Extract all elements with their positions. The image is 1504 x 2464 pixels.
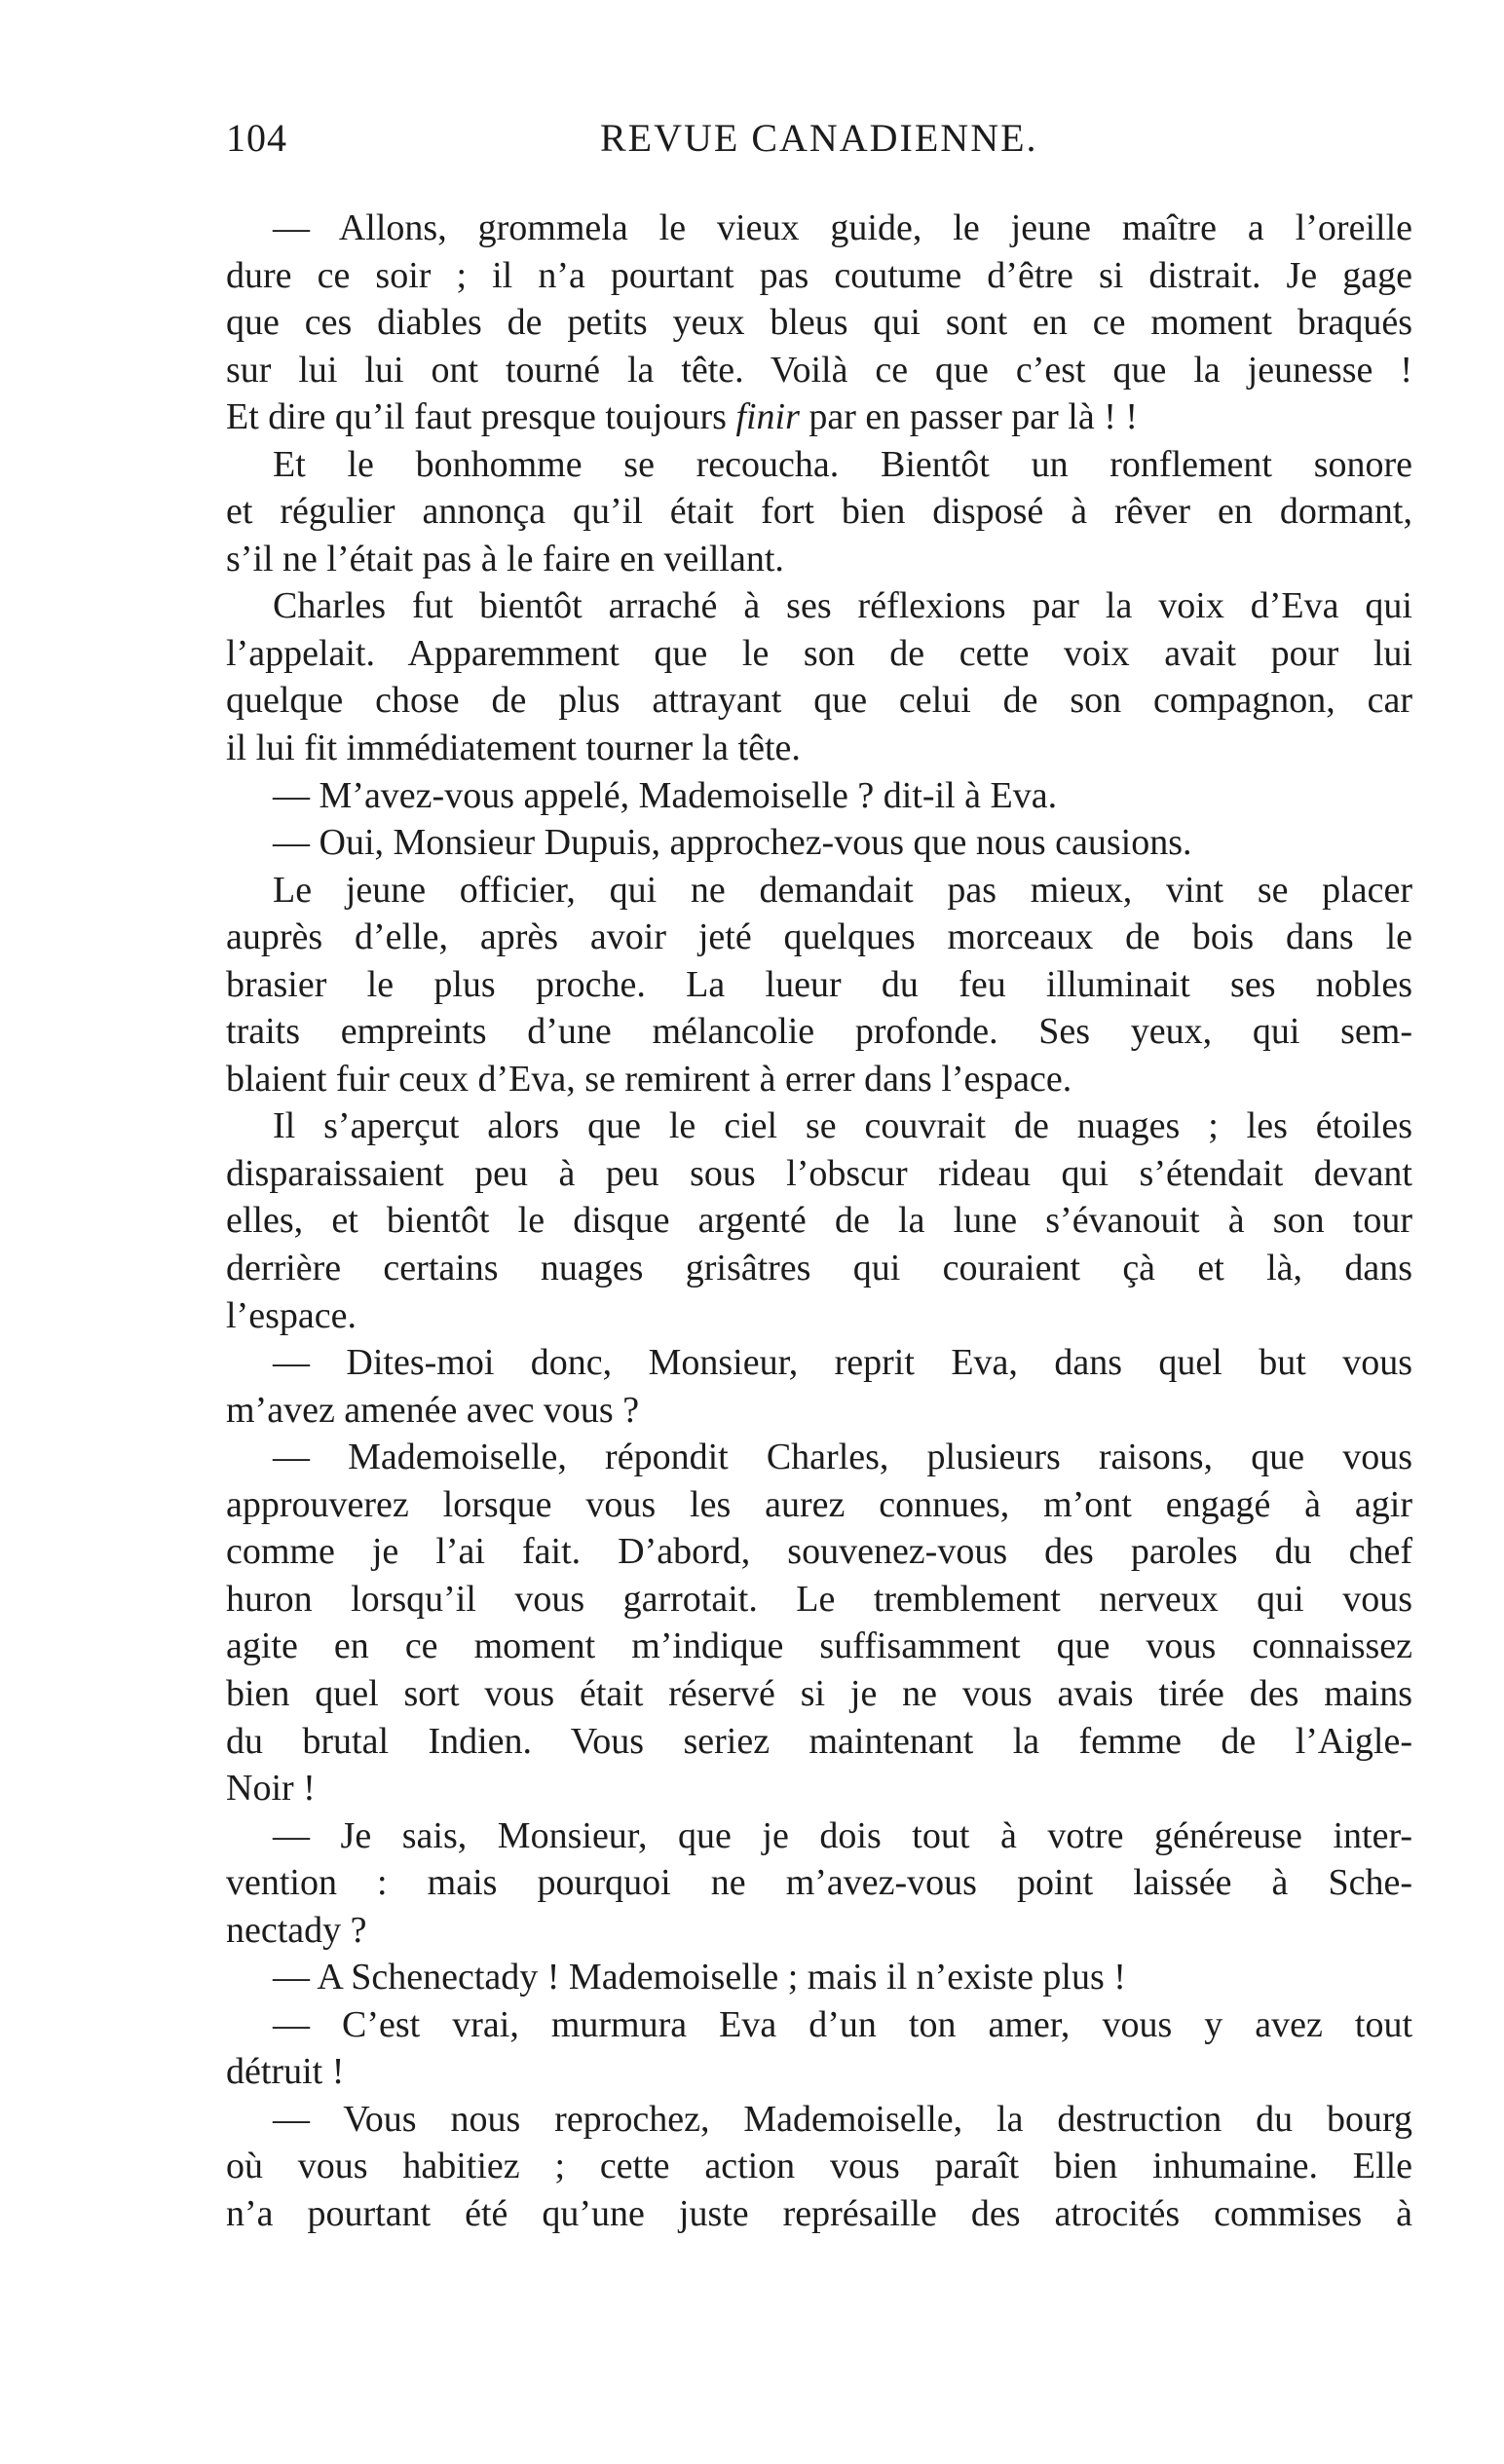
text-line: huron lorsqu’il vous garrotait. Le tremblement nerveux qui vous [226,1578,1412,1620]
text-line: vention : mais pourquoi ne m’avez-vous point laissée à Sche- [226,1862,1412,1904]
text-line: et régulier annonça qu’il était fort bien disposé à rêver en dormant, [226,491,1412,533]
text-line: — A Schenectady ! Mademoiselle ; mais il n’existe plus ! [273,1957,1126,1998]
page-header [226,115,1412,173]
text-line: Il s’aperçut alors que le ciel se couvrait de nuages ; les étoiles [273,1105,1412,1147]
text-line: — Dites-moi donc, Monsieur, reprit Eva, dans quel but vous [273,1342,1412,1384]
text-line: du brutal Indien. Vous seriez maintenant la femme de l’Aigle- [226,1720,1412,1762]
text-line: où vous habitiez ; cette action vous paraît bien inhumaine. Elle [226,2146,1412,2187]
text-line: brasier le plus proche. La lueur du feu illuminait ses nobles [226,963,1412,1005]
text-line: disparaissaient peu à peu sous l’obscur rideau qui s’étendait devant [226,1152,1412,1194]
text-line: n’a pourtant été qu’une juste représaille des atrocités commises à [226,2192,1412,2234]
text-line: s’il ne l’était pas à le faire en veillant. [226,538,784,579]
running-head: REVUE CANADIENNE. [600,116,1038,160]
text-line: traits empreints d’une mélancolie profonde. Ses yeux, qui sem- [226,1011,1412,1053]
text-line: sur lui lui ont tourné la tête. Voilà ce que c’est que la jeunesse ! [226,349,1412,391]
text-line: bien quel sort vous était réservé si je ne vous avais tirée des mains [226,1672,1412,1714]
text-line: Charles fut bientôt arraché à ses réflexions par la voix d’Eva qui [273,585,1412,627]
text-line: l’espace. [226,1294,357,1336]
text-line: — Oui, Monsieur Dupuis, approchez-vous que nous causions. [273,822,1192,864]
text-line: quelque chose de plus attrayant que celui de son compagnon, car [226,680,1412,722]
text-line-start: Et dire qu’il faut presque toujours [226,396,727,438]
text-line: — C’est vrai, murmura Eva d’un ton amer, vous y avez tout [273,2003,1412,2045]
text-line: dure ce soir ; il n’a pourtant pas coutume d’être si distrait. Je gage [226,254,1412,296]
text-line: — Je sais, Monsieur, que je dois tout à votre généreuse inter- [273,1814,1412,1856]
text-line: il lui fit immédiatement tourner la tête. [226,728,801,769]
text-line: — Mademoiselle, répondit Charles, plusieurs raisons, que vous [273,1437,1412,1478]
page-number: 104 [226,116,287,160]
text-line: approuverez lorsque vous les aurez connues, m’ont engagé à agir [226,1483,1412,1525]
text-line: Noir ! [226,1768,316,1810]
text-line: — M’avez-vous appelé, Mademoiselle ? dit-il à Eva. [273,774,1058,816]
text-line: — Vous nous reprochez, Mademoiselle, la destruction du bourg [273,2098,1412,2140]
text-line: comme je l’ai fait. D’abord, souvenez-vous des paroles du chef [226,1531,1412,1573]
text-line: derrière certains nuages grisâtres qui couraient çà et là, dans [226,1248,1412,1289]
text-line: l’appelait. Apparemment que le son de cette voix avait pour lui [226,632,1412,674]
text-line: que ces diables de petits yeux bleus qui sont en ce moment braqués [226,302,1412,344]
text-line: Le jeune officier, qui ne demandait pas mieux, vint se placer [273,869,1412,911]
text-line: elles, et bientôt le disque argenté de la lune s’évanouit à son tour [226,1200,1412,1242]
italic-word: finir [735,396,800,438]
text-line: auprès d’elle, après avoir jeté quelques morceaux de bois dans le [226,916,1412,958]
text-line: — Allons, grommela le vieux guide, le jeune maître a l’oreille [273,207,1412,248]
text-line: m’avez amenée avec vous ? [226,1389,640,1431]
text-line: Et le bonhomme se recoucha. Bientôt un ronflement sonore [273,443,1412,485]
text-line: nectady ? [226,1909,367,1951]
text-line: détruit ! [226,2051,345,2093]
text-line-end: par en passer par là ! ! [799,396,1139,438]
body-text [226,205,1412,2238]
text-line: agite en ce moment m’indique suffisamment que vous connaissez [226,1625,1412,1667]
text-line [226,393,1412,441]
text-line: blaient fuir ceux d’Eva, se remirent à errer dans l’espace. [226,1058,1072,1100]
